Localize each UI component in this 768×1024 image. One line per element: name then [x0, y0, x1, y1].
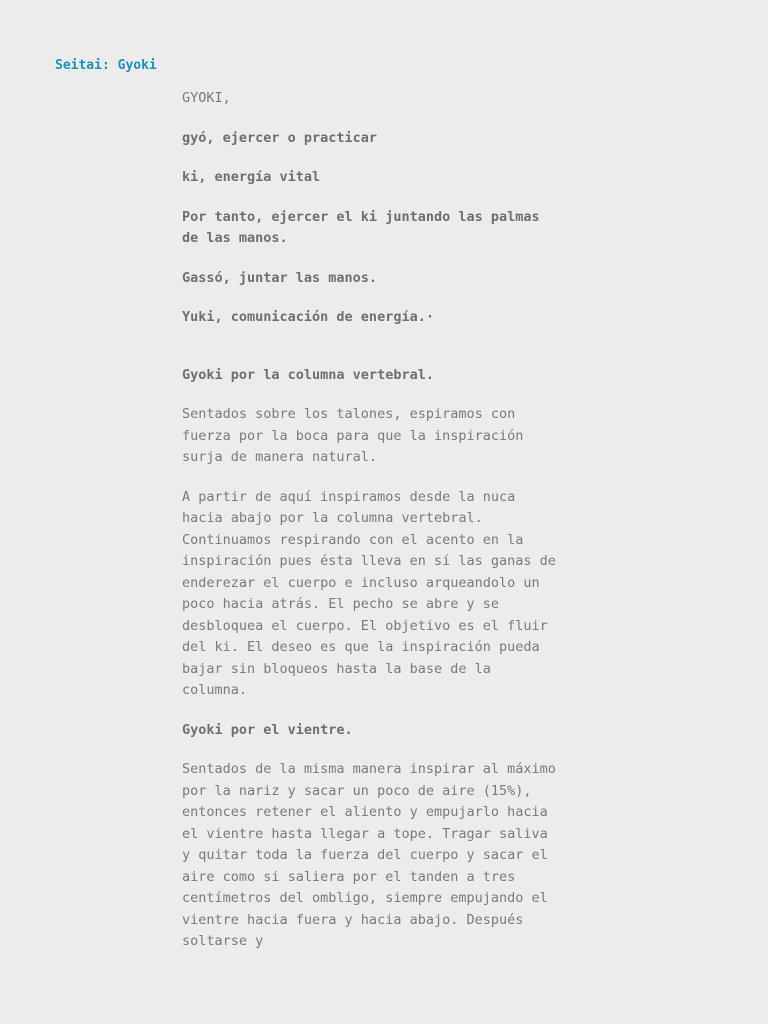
paragraph-ki-definition: ki, energía vital — [182, 169, 321, 185]
paragraph-meaning: Por tanto, ejercer el ki juntando las palmas de las manos. — [182, 208, 540, 246]
section-heading-vientre: Gyoki por el vientre. — [182, 721, 353, 738]
paragraph-gyoki-title: GYOKI, — [182, 90, 231, 106]
page-header: Seitai: Gyoki — [55, 58, 157, 73]
paragraph-gyo-definition: gyó, ejercer o practicar — [182, 129, 378, 146]
paragraph-yuki-definition: Yuki, comunicación de energía.· — [182, 309, 434, 325]
paragraph-vientre-body: Sentados de la misma manera inspirar al máximo por la nariz y sacar un poco de aire (15%), entonces retener el aliento y empujarlo hacia el vientre hasta llegar a tope. Tragar saliva y quitar toda la fuerza del cuerpo y sacar el aire como si saliera por el tanden a tres centímetros del ombligo, siempre empujando el vientre hacia fuera y hacia abajo. Después soltarse y — [182, 761, 556, 949]
document-body — [182, 88, 562, 971]
paragraph-columna-intro: Sentados sobre los talones, espiramos con fuerza por la boca para que la inspiración surja de manera natural. — [182, 406, 524, 465]
paragraph-columna-body: A partir de aquí inspiramos desde la nuca hacia abajo por la columna vertebral. Continuamos respirando con el acento en la inspiración pues ésta lleva en sí las ganas de enderezar el cuerpo e incluso arqueandolo un poco hacia atrás. El pecho se abre y se desbloquea el cuerpo. El objetivo es el fluir del ki. El deseo es que la inspiración pueda bajar sin bloqueos hasta la base de la columna. — [182, 488, 556, 698]
paragraph-gasso-definition: Gassó, juntar las manos. — [182, 269, 378, 286]
section-heading-columna: Gyoki por la columna vertebral. — [182, 366, 434, 383]
